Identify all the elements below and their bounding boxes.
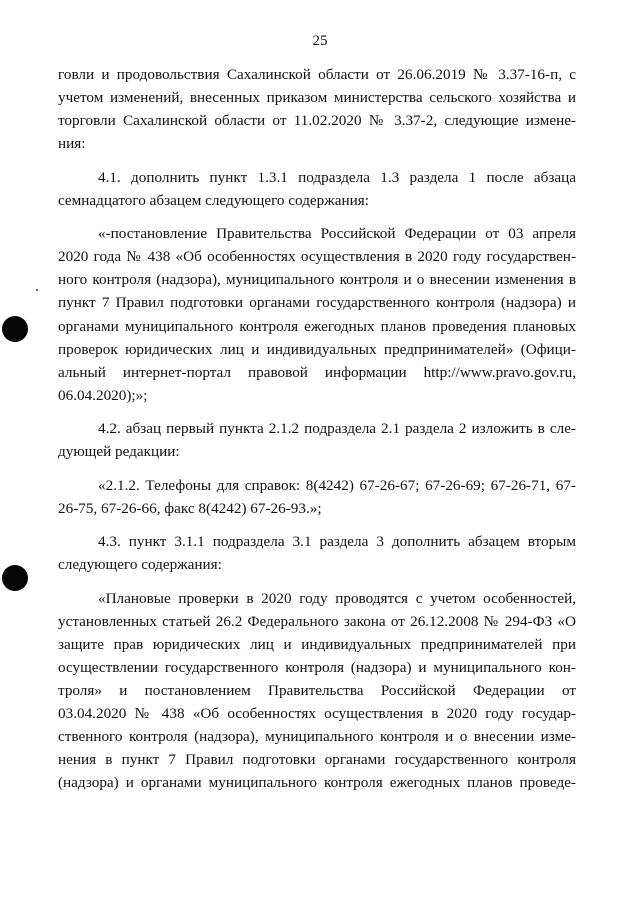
text-line: (надзора) и органами муниципального контроля ежегодных планов проведе- — [58, 774, 576, 792]
text-line: «Плановые проверки в 2020 году проводятся с учетом особенностей, — [98, 589, 576, 607]
paragraph-item-4-1 — [58, 166, 576, 212]
scan-speck — [36, 289, 38, 291]
paragraph-quoted-phones — [58, 474, 576, 520]
text-line: ственного контроля (надзора), муниципального контроля и о внесении изме- — [58, 728, 576, 746]
text-line: «2.1.2. Телефоны для справок: 8(4242) 67-26-67; 67-26-69; 67-26-71, 67- — [98, 476, 576, 494]
text-line: троля» и постановлением Правительства Российской Федерации от — [58, 682, 576, 700]
text-line: защите прав юридических лиц и индивидуальных предпринимателей при — [58, 635, 576, 653]
text-line: нения в пункт 7 Правил подготовки органами государственного контроля — [58, 751, 576, 769]
text-line: альный интернет-портал правовой информации http://www.pravo.gov.ru, — [58, 363, 576, 381]
text-line: 4.1. дополнить пункт 1.3.1 подраздела 1.3 раздела 1 после абзаца — [98, 168, 576, 186]
page-number: 25 — [312, 33, 328, 49]
text-line: установленных статьей 26.2 Федерального закона от 26.12.2008 № 294-ФЗ «О — [58, 612, 576, 630]
text-line: ния: — [58, 135, 86, 153]
text-line: 26-75, 67-26-66, факс 8(4242) 67-26-93.»; — [58, 499, 322, 517]
text-line: учетом изменений, внесенных приказом министерства сельского хозяйства и — [58, 89, 576, 107]
text-line: пункт 7 Правил подготовки органами государственного контроля (надзора) и — [58, 294, 576, 312]
text-line: 03.04.2020 № 438 «Об особенностях осуществления в 2020 году государ- — [58, 705, 576, 723]
text-line: «-постановление Правительства Российской Федерации от 03 апреля — [98, 225, 576, 243]
paragraph-quoted-inspections — [58, 587, 576, 795]
text-line: дующей редакции: — [58, 443, 180, 461]
text-line: осуществлении государственного контроля (надзора) и муниципального кон- — [58, 658, 576, 676]
text-line: органами муниципального контроля ежегодных планов проведения плановых — [58, 317, 576, 335]
paragraph-item-4-2 — [58, 417, 576, 463]
text-line: говли и продовольствия Сахалинской области от 26.06.2019 № 3.37-16-п, с — [58, 66, 576, 83]
punch-hole-mark — [2, 316, 28, 342]
text-line: проверок юридических лиц и индивидуальных предпринимателей» (Офици- — [58, 340, 576, 358]
paragraph-quoted-resolution — [58, 222, 576, 407]
text-line: 2020 года № 438 «Об особенностях осуществления в 2020 году государствен- — [58, 248, 576, 266]
text-line: 06.04.2020);»; — [58, 386, 148, 404]
text-line: следующего содержания: — [58, 556, 222, 574]
document-body — [58, 63, 576, 795]
paragraph-item-4-3 — [58, 530, 576, 576]
paragraph-continuation — [58, 63, 576, 155]
text-line: торговли Сахалинской области от 11.02.2020 № 3.37-2, следующие измене- — [58, 112, 576, 130]
text-line: ного контроля (надзора), муниципального контроля и о внесении изменения в — [58, 271, 576, 289]
text-line: 4.2. абзац первый пункта 2.1.2 подраздела 2.1 раздела 2 изложить в сле- — [98, 420, 576, 438]
text-line: семнадцатого абзацем следующего содержания: — [58, 191, 369, 209]
punch-hole-mark — [2, 565, 28, 591]
text-line: 4.3. пункт 3.1.1 подраздела 3.1 раздела 3 дополнить абзацем вторым — [98, 533, 576, 551]
